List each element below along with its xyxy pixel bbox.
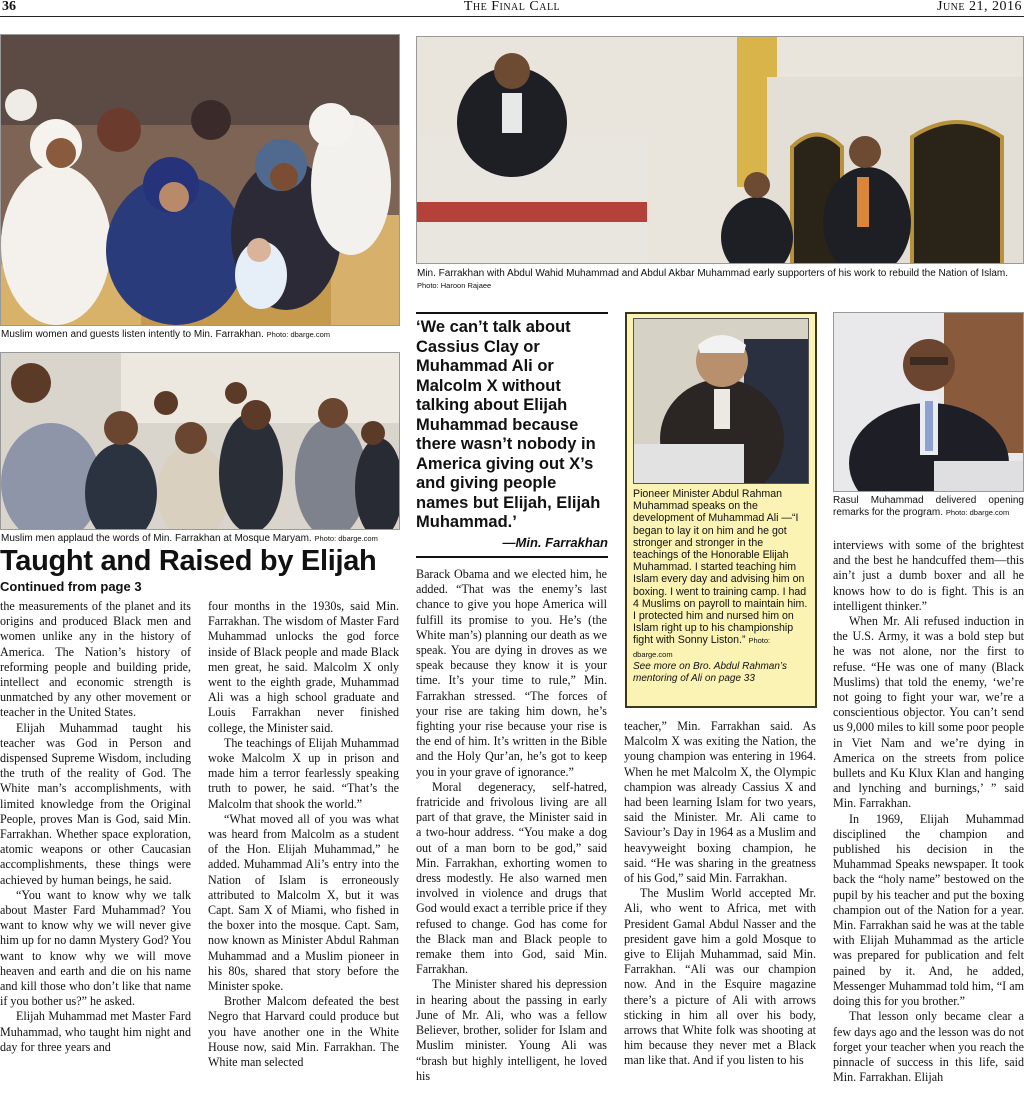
page-number: 36 — [2, 0, 16, 14]
photo-credit: Photo: dbarge.com — [945, 508, 1010, 517]
photo-credit: Photo: dbarge.com — [266, 330, 331, 339]
photo-credit: Photo: dbarge.com — [314, 534, 378, 543]
photo-credit: Photo: Haroon Rajaee — [417, 281, 492, 290]
pull-quote-attribution: —Min. Farrakhan — [502, 534, 608, 550]
women-audience-image — [1, 35, 400, 326]
abdul-rahman-photo — [633, 318, 809, 484]
paragraph: The teachings of Elijah Muhammad woke Malcolm X up in prison and made him a terror fearlessly speaking truth to power, he said. “That’s the Malcolm that shook the world.” — [208, 735, 399, 811]
men-applauding-photo — [0, 352, 400, 530]
paragraph: Elijah Muhammad met Master Fard Muhammad, who taught him night and day for three years and — [0, 1009, 191, 1054]
rasul-photo — [833, 312, 1024, 492]
paragraph: four months in the 1930s, said Min. Farrakhan. The wisdom of Master Fard Muhammad unlocks the god force inside of Black people and made Black men great, he said. Malcolm X only went to the eighth grade, Muhammad Ali was a high school graduate and Louis Farrakhan never finished college, the Minister said. — [208, 599, 399, 735]
paragraph: The Minister shared his depression in hearing about the passing in early June of Mr. Ali, who was a fellow Believer, brother, solider for Islam and Muslim minister. Young Ali was “brash but highly intelligent, he loved his — [416, 977, 607, 1083]
paragraph: Moral degeneracy, self-hatred, fratricide and frivolous living are all part of that grave, the Minister said in a two-hour address. “You make a dog out of a man born to be god,” said Min. Farrakhan, exhorting women to dress modestly. He also warned men involved in violence and drugs that God would exact a terrible price if they refused to change. God has come for the Black man and Black people to remake them into God, said Min. Farrakhan. — [416, 779, 607, 977]
paragraph: interviews with some of the brightest and the best he handcuffed them—this ain’t just a dumb boxer and all he knows how to do is fight. This is an intelligent thinker.” — [833, 538, 1024, 613]
paragraph: teacher,” Min. Farrakhan said. As Malcolm X was exiting the Nation, the young champion was entering in 1964. When he met Malcolm X, the Olympic champion was already Cassius X and had been learning Islam for two years, said the Minister. Mr. Ali came to Saviour’s Day in 1964 as a Muslim and heavyweight boxing champion, he said. “He was sharing in the greatness of his God,” said Min. Farrakhan. — [624, 719, 816, 886]
pull-quote — [416, 312, 608, 558]
article-headline: Taught and Raised by Elijah — [0, 545, 377, 577]
paragraph: That lesson only became clear a few days ago and the lesson was do not forget your teacher when you reach the pinnacle of success in this life, said Min. Farrakhan. Elijah — [833, 1009, 1024, 1085]
continued-from: Continued from page 3 — [0, 579, 142, 594]
podium-image — [417, 37, 1024, 264]
men-photo-caption: Muslim men applaud the words of Min. Farrakhan at Mosque Maryam. Photo: dbarge.com — [1, 533, 378, 544]
article-column-2 — [208, 599, 399, 1108]
paragraph: “What moved all of you was what was heard from Malcolm as a student of the Hon. Elijah Muhammad,” he added. Muhammad Ali’s entry into the Nation of Islam is erroneously attributed to Malcolm X, but it was Capt. Sam X of Miami, who fished in the boxer into the mosque. Capt. Sam, now known as Minister Abdul Rahman Muhammad and a Muslim pioneer in his 80s, shared that story before the Minister spoke. — [208, 811, 399, 994]
article-column-3 — [416, 567, 607, 1108]
podium-photo — [416, 36, 1024, 264]
paragraph: the measurements of the planet and its origins and produced Black men and women unlike any in the history of America. The Nation’s history of reforming people and building pride, intellect and economic strength is unmatched by any other movement or teacher in the United States. — [0, 599, 191, 720]
sidebar-box — [625, 312, 817, 708]
women-audience-photo — [0, 34, 400, 326]
paragraph: The Muslim World accepted Mr. Ali, who went to Africa, met with President Gamal Abdul Nasser and the president gave him a gold Mosque to give to Elijah Muhammad, said Min. Farrakhan. “Ali was our champion now. And in the Esquire magazine there’s a picture of Ali with arrows sticking in him all over his body, arrows that White folk was shooting at him because they never met a Black man like that. And if you listen to his — [624, 886, 816, 1068]
pull-quote-text: ‘We can’t talk about Cassius Clay or Muhammad Ali or Malcolm X without talking about Elijah Muhammad because there wasn’t nobody in America giving out X’s and giving people names but Elijah, Elijah Muhammad.’ — [416, 318, 601, 531]
paragraph: Brother Malcom defeated the best Negro that Harvard could produce but you have another one in the White House now, said Min. Farrakhan. The White man selected — [208, 994, 399, 1070]
paragraph: “You want to know why we talk about Master Fard Muhammad? You want to know why we will never give him up for no damn Mystery God? You want to know why we will move heaven and earth and die on his name and kill those who don’t like that name if you bother us?” he asked. — [0, 887, 191, 1009]
publication-name: The Final Call — [463, 0, 561, 14]
issue-date: June 21, 2016 — [937, 0, 1022, 14]
paragraph: When Mr. Ali refused induction in the U.S. Army, it was a bold step but he was not alone, nor the first to refuse. “He was one of many (Black Muslims) that told the enemy, ‘we’re not going to fight your war, we’re a conscientious objector. You can’t send us 9,000 miles to kill some poor people in Viet Nam and we’re dying in America on the streets from police bullets and Ku Klux Klan and hanging and lynching and burnings,’ ” said Min. Farrakhan. — [833, 614, 1024, 811]
rasul-photo-caption: Rasul Muhammad delivered opening remarks for the program. Photo: dbarge.com — [833, 495, 1024, 518]
women-photo-caption: Muslim women and guests listen intently to Min. Farrakhan. Photo: dbarge.com — [1, 329, 331, 340]
article-column-5 — [833, 538, 1024, 1108]
sidebar-caption: Pioneer Minister Abdul Rahman Muhammad speaks on the development of Muhammad Ali —“I began to lay it on him and he got stronger and stronger in the teachings of the Honorable Elijah Muhammad. I started teaching him Islam every day and advising him on boxing. I went to training camp. I had 4 Muslims on payroll to maintain him. I protected him and nursed him on Islam right up to his championship fight with Sonny Liston.” Photo: dbarge.com — [633, 488, 808, 659]
paragraph: In 1969, Elijah Muhammad disciplined the champion and published his decision in the Muhammad Speaks newspaper. It took back the “holy name” bestowed on the pupil by his teacher and put the boxing champion out of the Nation for a year. Min. Farrakhan said he was at the table with Elijah Muhammad as the article was prepared for publication and felt pained by it. And, he added, Messenger Muhammad told him, “I am doing this for you brother.” — [833, 811, 1024, 1009]
photo-credit: Photo: dbarge.com — [633, 636, 771, 659]
article-column-1 — [0, 599, 191, 1108]
article-column-4 — [624, 719, 816, 1108]
paragraph: Elijah Muhammad taught his teacher was God in Person and dispensed Supreme Wisdom, including the truth of the reality of God. The White man’s accomplishments, with limited knowledge from the Original People, proves Man is God, said Min. Farrakhan. Whether space exploration, atomic weapons or other Caucasian accomplishments, these things were achieved by human beings, he said. — [0, 720, 191, 887]
paragraph: Barack Obama and we elected him, he added. “That was the enemy’s last chance to give you hope America will fulfill its promise to you. He’s (the White man’s) planning our death as we speak. You are dying in droves as we speak because they know it is your time. It’s your time to rule,” Min. Farrakhan stressed. “The forces of your rise are taking him down, he’s fighting your rise because your rise is the end of him. It’s written in the Bible and the Holy Qur’an, he’s got to keep you in your grave of ignorance.” — [416, 567, 607, 779]
abdul-rahman-image — [634, 319, 809, 484]
rasul-image — [834, 313, 1024, 492]
podium-photo-caption: Min. Farrakhan with Abdul Wahid Muhammad and Abdul Akbar Muhammad early supporters of his work to rebuild the Nation of Islam. Photo: Haroon Rajaee — [417, 268, 1024, 292]
page-header — [0, 0, 1024, 17]
men-applauding-image — [1, 353, 400, 530]
see-more-note: See more on Bro. Abdul Rahman’s mentoring of Ali on page 33 — [633, 660, 787, 684]
